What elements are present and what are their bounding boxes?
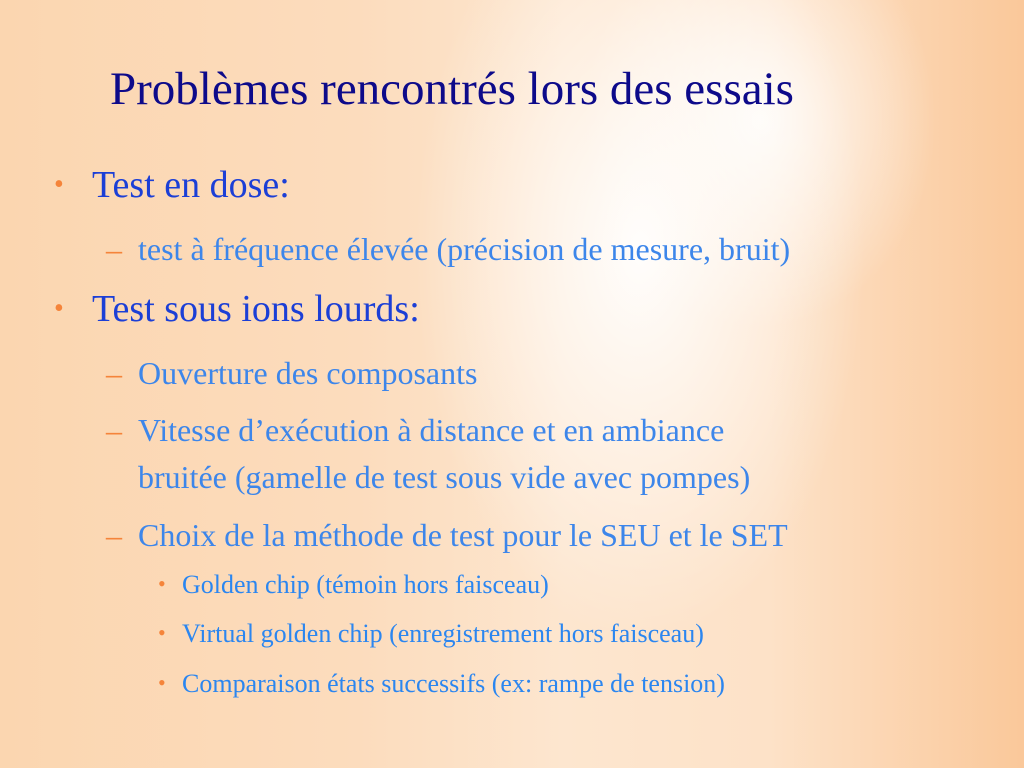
sub-bullet-vitesse <box>106 407 750 501</box>
bullet-marker: • <box>54 293 64 324</box>
bullet-text: Test sous ions lourds: <box>92 288 420 330</box>
dash-marker: – <box>106 231 122 267</box>
bullet-marker: • <box>158 620 166 645</box>
item-text: Comparaison états successifs (ex: rampe de tension) <box>182 669 725 698</box>
bullet-test-ions-lourds <box>54 287 420 331</box>
sub-bullet-line: Vitesse d’exécution à distance et en ambiance <box>138 412 725 448</box>
sub-bullet-text: Ouverture des composants <box>138 355 478 391</box>
item-text: Golden chip (témoin hors faisceau) <box>182 570 549 599</box>
bullet-marker: • <box>158 670 166 695</box>
dash-marker: – <box>106 355 122 391</box>
sub-bullet-text-block <box>138 407 750 501</box>
sub-bullet-ouverture <box>106 350 477 397</box>
item-golden-chip <box>158 570 549 600</box>
sub-bullet-choix-methode <box>106 512 788 559</box>
bullet-text: Test en dose: <box>92 164 290 206</box>
sub-bullet-frequence <box>106 226 790 273</box>
item-comparaison <box>158 669 725 699</box>
sub-bullet-text: test à fréquence élevée (précision de mesure, bruit) <box>138 231 791 267</box>
bullet-marker: • <box>54 169 64 200</box>
dash-marker: – <box>106 412 122 448</box>
sub-bullet-line: bruitée (gamelle de test sous vide avec pompes) <box>138 459 751 495</box>
bullet-test-en-dose <box>54 163 290 207</box>
item-text: Virtual golden chip (enregistrement hors faisceau) <box>182 619 704 648</box>
item-virtual-golden-chip <box>158 619 704 649</box>
dash-marker: – <box>106 517 122 553</box>
sub-bullet-text: Choix de la méthode de test pour le SEU et le SET <box>138 517 788 553</box>
slide-title: Problèmes rencontrés lors des essais <box>110 63 794 115</box>
bullet-marker: • <box>158 571 166 596</box>
